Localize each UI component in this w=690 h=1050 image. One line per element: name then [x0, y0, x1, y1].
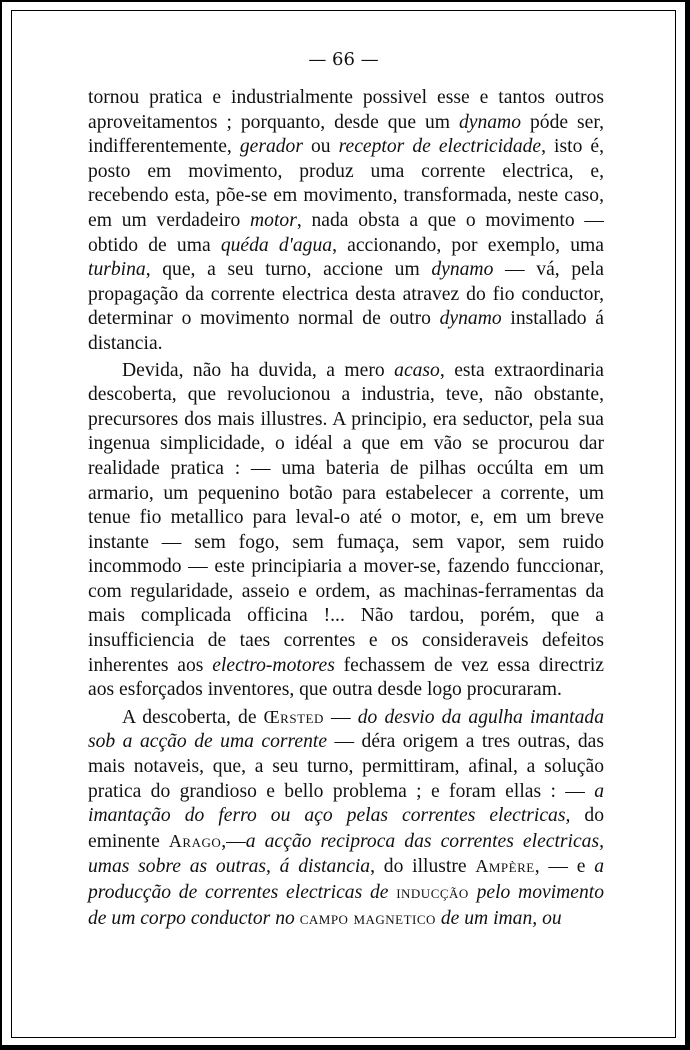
page-number: — 66 — [308, 49, 379, 70]
paragraph-1: tornou pratica e industrialmente possivel esse e tantos outros aproveitamentos ; porquanto, desde que um dynamo póde ser, indifferentemente, gerador ou receptor de electricidade, isto é, posto em movimento, produz uma corrente electrica, e, recebendo esta, põe-se em movimento, transformada, neste caso, em um verdadeiro motor, nada obsta a que o movimento —obtido de uma quéda d'agua, accionando, por exemplo, uma turbina, que, a seu turno, accione um dynamo — vá, pela propagação da corrente electrica desta atravez do fio conductor, determinar o movimento normal de outro dynamo installado á distancia. [88, 87, 605, 354]
body-text [88, 86, 604, 931]
paragraph-2: Devida, não ha duvida, a mero acaso, esta extraordinaria descoberta, que revolucionou a industria, teve, não obstante, precursores dos mais illustres. A principio, era seductor, pela sua ingenua simplicidade, o idéal a que em vão se procurou dar realidade pratica : — uma bateria de pilhas occúlta em um armario, um pequenino botão para estabelecer a corrente, um tenue fio metallico para leval-o até o motor, e, em um breve instante — sem fogo, sem fumaça, sem vapor, sem ruido incommodo — este principiaria a mover-se, fazendo funccionar, com regularidade, asseio e ordem, as machinas-ferramentas da mais complicada officina !... Não tardou, porém, que a insufficiencia de taes correntes e os consideraveis defeitos inherentes aos electro-motores fechassem de vez essa directriz aos esforçados inventores, que outra desde logo procuraram. [88, 359, 605, 701]
paragraph-3: A descoberta, de Œrsted — do desvio da agulha imantada sob a acção de uma corrente — déra origem a tres outras, das mais notaveis, que, a seu turno, permittiram, afinal, a solução pratica do grandioso e bello problema ; e foram ellas : — a imantação do ferro ou aço pelas correntes electricas, do eminente Arago,—a acção reciproca das correntes electricas, umas sobre as outras, á distancia, do illustre Ampère, — e a producção de correntes electricas de inducção pelo movimento de um corpo conductor no campo magnetico de um iman, ou [88, 706, 605, 929]
